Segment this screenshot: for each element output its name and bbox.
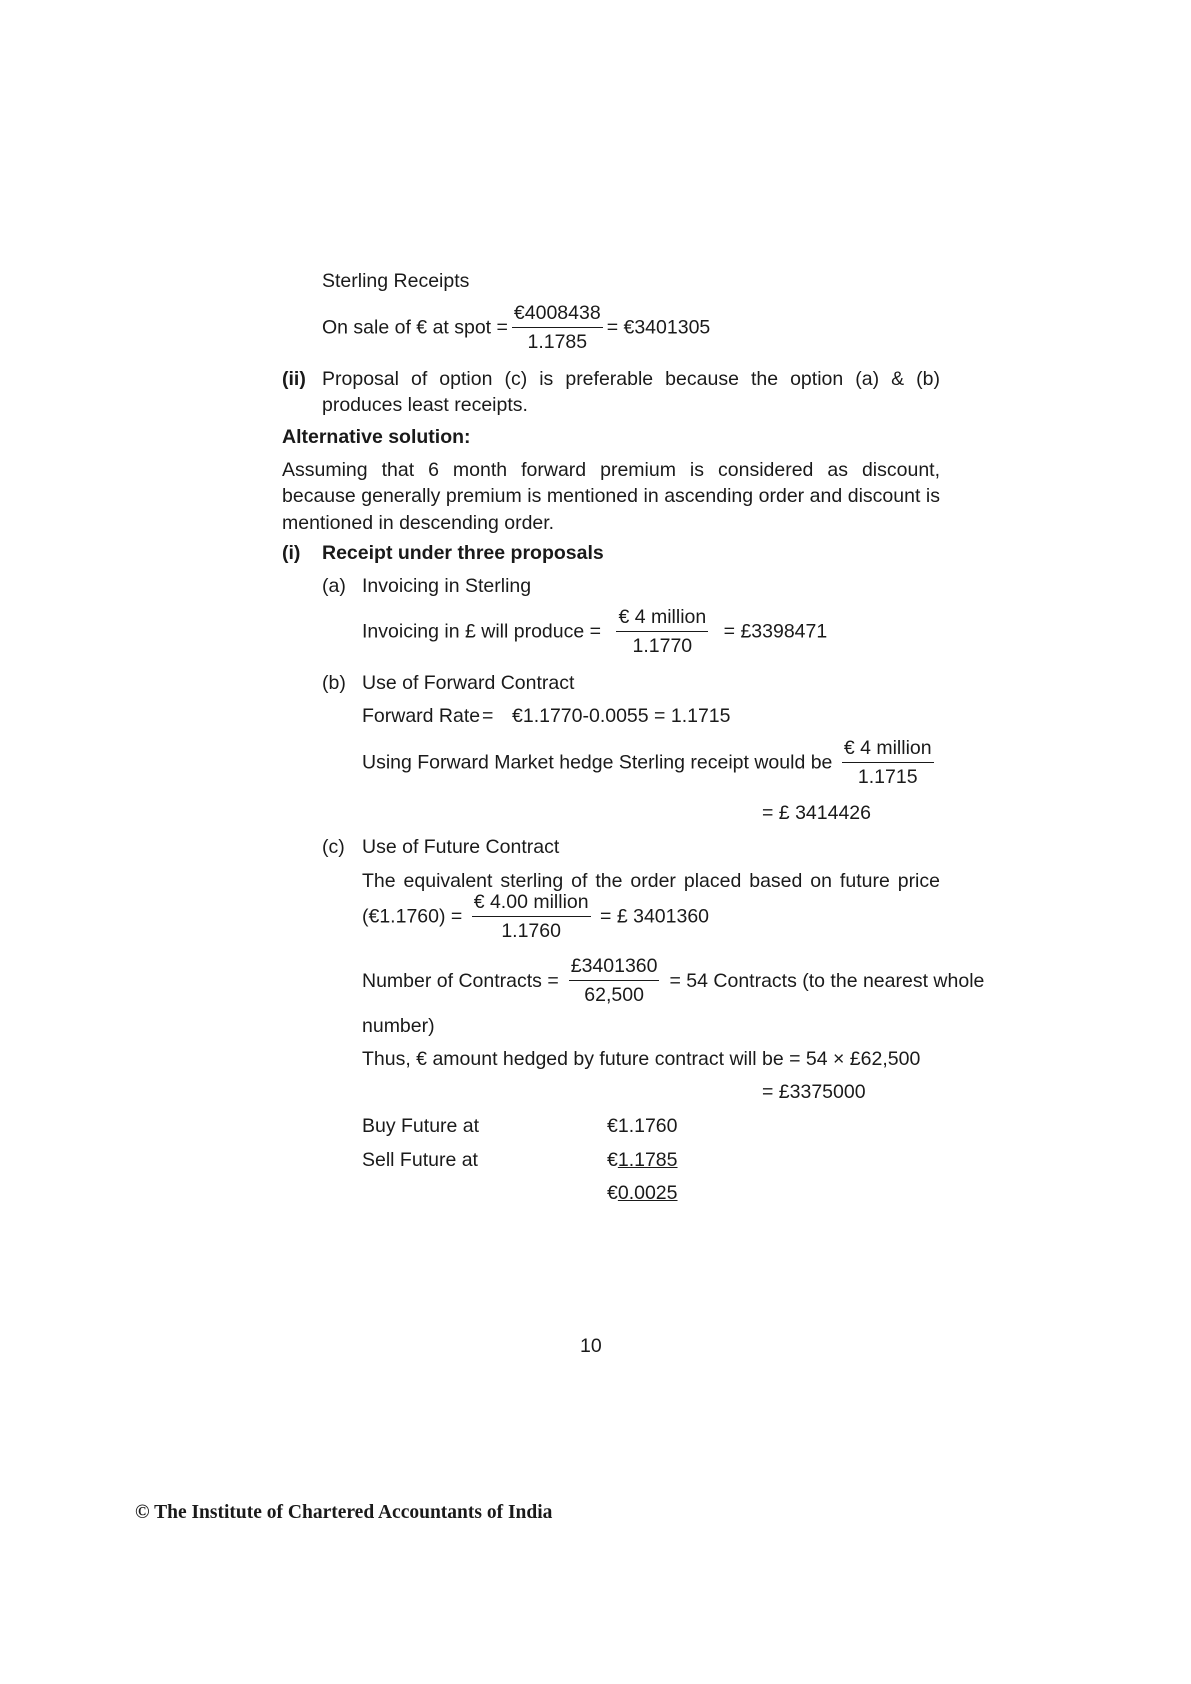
contracts-result-continued: number) (362, 1015, 435, 1037)
item-a-title: Invoicing in Sterling (362, 575, 532, 597)
future-row-sell-value (607, 1147, 678, 1173)
equivalent-sterling-denominator: 1.1760 (501, 920, 561, 943)
item-b-marker: (b) (322, 672, 346, 694)
forward-rate-value: €1.1770-0.0055 = 1.1715 (512, 705, 731, 727)
invoicing-fraction (616, 606, 708, 659)
item-i-marker: (i) (282, 542, 301, 564)
contracts-result: = 54 Contracts (to the nearest whole (669, 970, 985, 993)
equivalent-sterling-label: (€1.1760) = (362, 905, 463, 928)
invoicing-equation (362, 606, 827, 659)
item-i-title: Receipt under three proposals (322, 542, 604, 564)
future-row-buy-number: 1.1760 (617, 1115, 678, 1137)
spot-sale-label: On sale of € at spot = (322, 316, 508, 339)
hedged-amount-result: = £3375000 (762, 1081, 866, 1103)
future-row-buy-value (607, 1113, 678, 1139)
hedged-amount-text: Thus, € amount hedged by future contract will be = 54 × £62,500 (362, 1048, 921, 1070)
item-ii-marker: (ii) (282, 368, 306, 390)
spot-sale-equation (322, 302, 710, 355)
equivalent-sterling-result: = £ 3401360 (600, 905, 710, 928)
future-row-sell-currency: € (607, 1149, 618, 1171)
item-a-marker: (a) (322, 575, 346, 597)
spot-sale-numerator: €4008438 (512, 302, 603, 328)
contracts-fraction (569, 955, 660, 1008)
footer-copyright: © The Institute of Chartered Accountants of India (135, 1502, 553, 1523)
future-row-difference-value (607, 1180, 678, 1206)
forward-hedge-label: Using Forward Market hedge Sterling receipt would be (362, 751, 833, 774)
sterling-receipts-heading: Sterling Receipts (322, 270, 470, 292)
equivalent-sterling-equation (362, 891, 709, 944)
spot-sale-denominator: 1.1785 (527, 331, 588, 354)
future-row-difference-number: 0.0025 (617, 1182, 678, 1204)
alternative-solution-heading: Alternative solution: (282, 426, 471, 448)
forward-rate-equals: = (482, 705, 494, 727)
forward-hedge-numerator: € 4 million (842, 737, 934, 763)
spot-sale-fraction (512, 302, 603, 355)
equivalent-sterling-fraction (472, 891, 591, 944)
forward-hedge-result: = £ 3414426 (762, 802, 871, 824)
alternative-solution-paragraph: Assuming that 6 month forward premium is considered as discount, because generally premium is mentioned in ascending order and discount is mentioned in descending order. (282, 459, 940, 534)
item-b-title: Use of Forward Contract (362, 672, 575, 694)
invoicing-result: = £3398471 (723, 620, 828, 643)
item-ii-text: Proposal of option (c) is preferable because the option (a) & (b) produces least receipts. (322, 368, 940, 417)
contracts-label: Number of Contracts = (362, 970, 559, 993)
item-c-marker: (c) (322, 836, 345, 858)
contracts-equation (362, 955, 985, 1008)
contracts-numerator: £3401360 (569, 955, 660, 981)
contracts-denominator: 62,500 (584, 984, 644, 1007)
future-row-sell-label: Sell Future at (362, 1149, 478, 1171)
invoicing-denominator: 1.1770 (632, 635, 693, 658)
future-row-difference-currency: € (607, 1182, 618, 1204)
item-c-title: Use of Future Contract (362, 836, 560, 858)
forward-hedge-fraction (842, 737, 934, 790)
invoicing-label: Invoicing in £ will produce = (362, 620, 602, 643)
equivalent-sterling-numerator: € 4.00 million (472, 891, 591, 917)
spot-sale-result: = €3401305 (606, 316, 711, 339)
forward-hedge-equation (362, 737, 938, 790)
page-number: 10 (580, 1335, 602, 1357)
equivalent-sterling-text: The equivalent sterling of the order placed based on future price (362, 870, 940, 892)
forward-rate-label: Forward Rate (362, 705, 481, 727)
forward-hedge-denominator: 1.1715 (857, 766, 918, 789)
invoicing-numerator: € 4 million (616, 606, 708, 632)
future-row-buy-currency: € (607, 1115, 618, 1137)
future-row-sell-number: 1.1785 (617, 1149, 678, 1171)
future-row-buy-label: Buy Future at (362, 1115, 480, 1137)
